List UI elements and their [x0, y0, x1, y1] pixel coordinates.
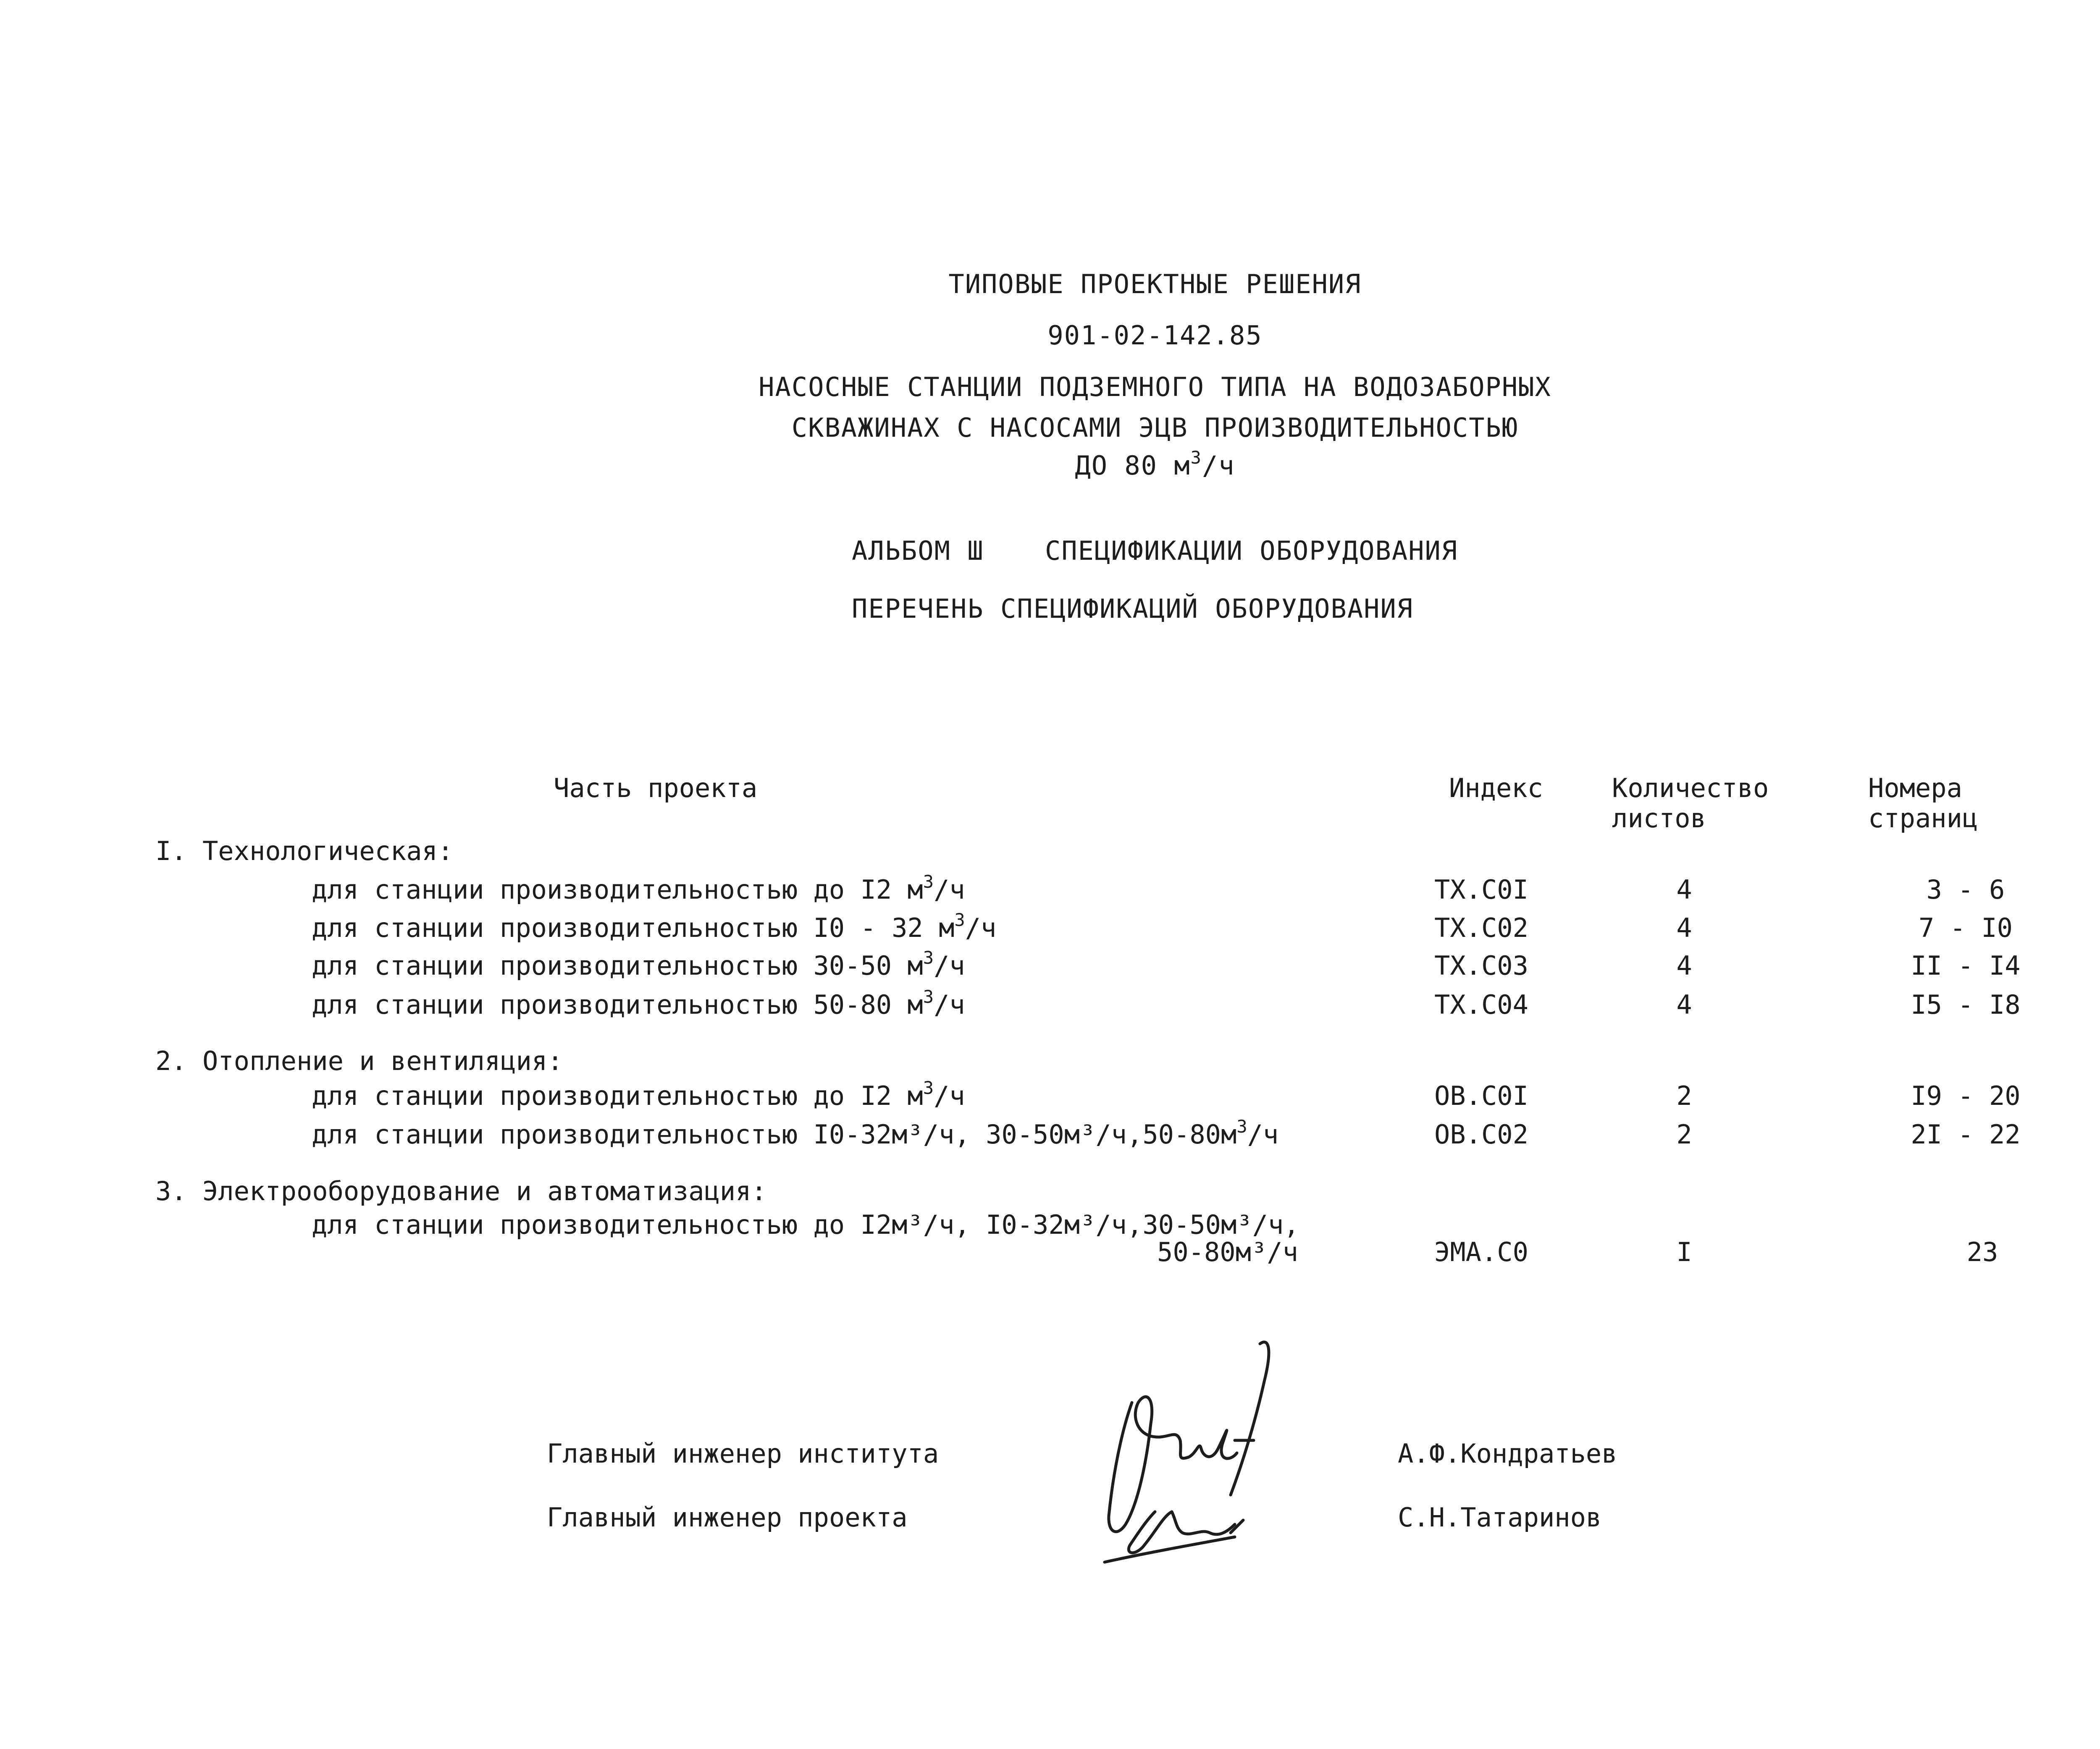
row-description: для станции производительностью до I2 $м^3/ч$ — [312, 1078, 965, 1111]
row-pages: I5 - I8 — [1911, 989, 2021, 1020]
row-index: ТХ.С03 — [1434, 950, 1528, 981]
row-pages: 3 - 6 — [1926, 874, 2005, 905]
row-index: ТХ.С0I — [1434, 874, 1528, 905]
section-title: 3. Электрооборудование и автоматизация: — [155, 1176, 767, 1206]
row-pages: I9 - 20 — [1911, 1080, 2021, 1111]
column-header-sheets-2: листов — [1612, 803, 1706, 834]
handwritten-signature — [1092, 1335, 1310, 1571]
row-pages: 2I - 22 — [1911, 1119, 2021, 1150]
section-title: 2. Отопление и вентиляция: — [155, 1046, 563, 1076]
column-header-index: Индекс — [1449, 773, 1543, 803]
signature-name-2: С.Н.Татаринов — [1398, 1502, 1602, 1533]
row-sheets: 4 — [1676, 950, 1692, 981]
row-index: ОВ.С02 — [1434, 1119, 1528, 1150]
row-sheets: 4 — [1676, 989, 1692, 1020]
column-header-sheets-1: Количество — [1612, 773, 1769, 803]
row-index: ЭМА.С0 — [1434, 1237, 1528, 1267]
row-sheets: I — [1676, 1237, 1692, 1267]
column-header-pages-1: Номера — [1868, 773, 1962, 803]
title-line-2: СКВАЖИНАХ С НАСОСАМИ ЭЦВ ПРОИЗВОДИТЕЛЬНОСТЬЮ — [791, 412, 1519, 443]
album-number: АЛЬБОМ Ш — [852, 535, 984, 566]
row-index: ОВ.С0I — [1434, 1080, 1528, 1111]
title-line-3-unit: /ч — [1202, 450, 1235, 481]
row-index: ТХ.С02 — [1434, 913, 1528, 943]
row-description-continued: 50-80м³/ч — [1157, 1237, 1298, 1267]
row-description: для станции производительностью 30-50 $м^3/ч$ — [312, 947, 965, 981]
list-title: ПЕРЕЧЕНЬ СПЕЦИФИКАЦИЙ ОБОРУДОВАНИЯ — [852, 593, 1414, 624]
row-description: для станции производительностью I0-32м³/ч, $30-50м^3/ч,50-80м^3/ч$ — [312, 1116, 1279, 1150]
title-line-3-text: ДО 80 м — [1075, 450, 1191, 481]
column-header-part: Часть проекта — [554, 773, 758, 803]
row-pages: II - I4 — [1911, 950, 2021, 981]
row-sheets: 4 — [1676, 913, 1692, 943]
title-line-1: НАСОСНЫЕ СТАНЦИИ ПОДЗЕМНОГО ТИПА НА ВОДОЗАБОРНЫХ — [759, 372, 1551, 402]
row-description: для станции производительностью 50-80 $м^3/ч$ — [312, 986, 965, 1020]
row-description: для станции производительностью до I2 $м^3/ч$ — [312, 871, 965, 905]
signature-role-1: Главный инженер института — [547, 1438, 939, 1469]
row-pages: 23 — [1966, 1237, 1998, 1267]
series-title: ТИПОВЫЕ ПРОЕКТНЫЕ РЕШЕНИЯ — [948, 269, 1362, 299]
row-index: ТХ.С04 — [1434, 989, 1528, 1020]
column-header-pages-2: страниц — [1868, 803, 1978, 834]
row-sheets: 2 — [1676, 1080, 1692, 1111]
row-description: для станции производительностью до I2м³/ч, I0-32м³/ч,30-50м³/ч, — [312, 1209, 1299, 1240]
row-description: для станции производительностью I0 - 32 $м^3/ч$ — [312, 910, 997, 943]
signature-role-2: Главный инженер проекта — [547, 1502, 908, 1533]
title-line-3 — [630, 447, 1680, 481]
row-sheets: 2 — [1676, 1119, 1692, 1150]
project-code: 901-02-142.85 — [1047, 320, 1263, 351]
title-line-3-sup: 3 — [1190, 447, 1202, 468]
signature-name-1: А.Ф.Кондратьев — [1398, 1438, 1617, 1469]
album-title: СПЕЦИФИКАЦИИ ОБОРУДОВАНИЯ — [1045, 535, 1458, 566]
section-title: I. Технологическая: — [155, 836, 454, 866]
row-sheets: 4 — [1676, 874, 1692, 905]
row-pages: 7 - I0 — [1919, 913, 2013, 943]
